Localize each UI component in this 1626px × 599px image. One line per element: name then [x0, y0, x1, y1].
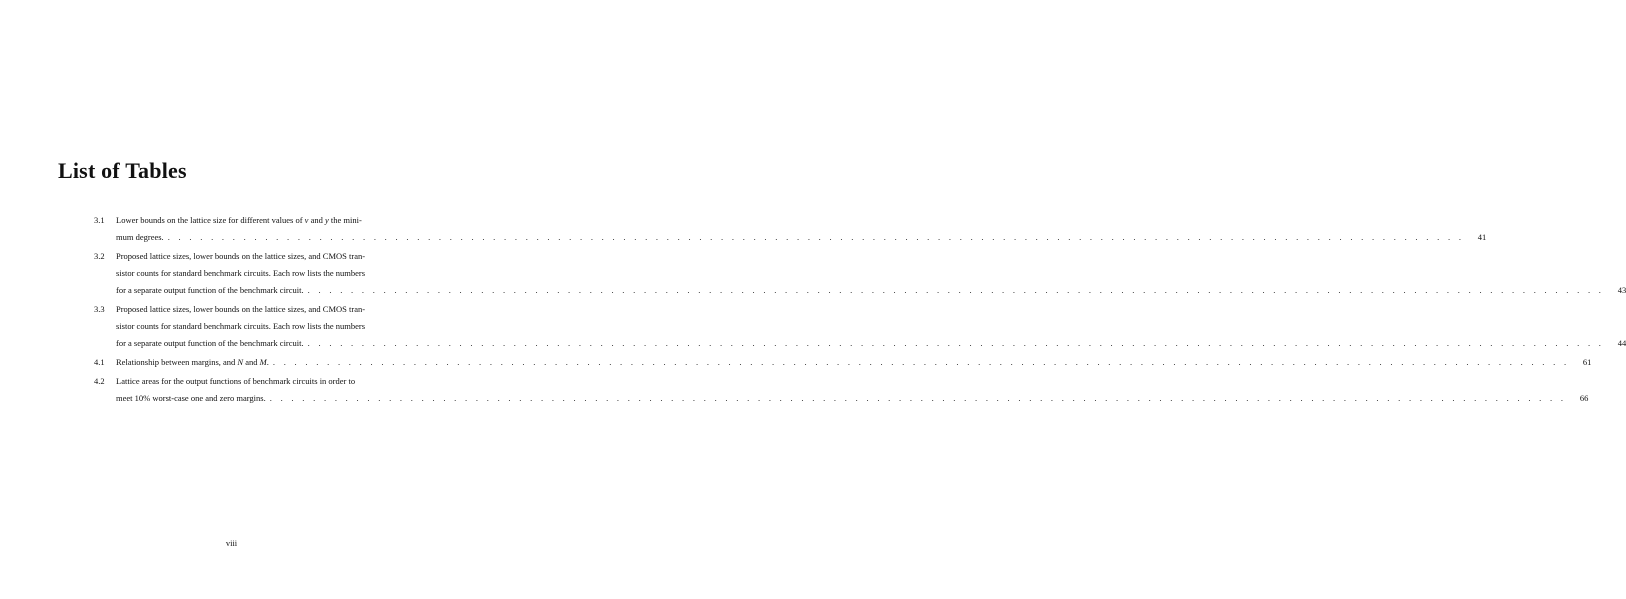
page-reference: 41 [1477, 232, 1487, 242]
page-title: List of Tables [58, 158, 187, 183]
page-reference: 66 [1579, 393, 1589, 403]
caption-line [116, 318, 406, 335]
caption-text: sistor counts for standard benchmark circuits. Each row lists the numbers [116, 268, 366, 278]
page-reference: 43 [1617, 285, 1626, 295]
caption-line [116, 265, 406, 282]
caption-line [116, 373, 406, 390]
caption-line [116, 301, 406, 318]
caption-line [116, 390, 1589, 407]
caption-line [116, 354, 1592, 371]
caption-text: Lattice areas for the output functions of benchmark circuits in order to [116, 376, 356, 386]
toc-entry [94, 301, 1626, 352]
page-reference: 44 [1617, 338, 1626, 348]
list-of-tables [94, 212, 1626, 409]
dot-leader: . . . . . . . . . . . . . . . . . . . . . . . . . . . . . . . . . . . . . . . . . . . . . . . . . . . . . . . . . . . . . . . . . . . . . . . . . . . . . . . . . . . . . . . . . . . . . . . . . . . . . . . . . . . . . . . . . . . . . . . . [272, 357, 1570, 367]
table-number: 3.3 [94, 304, 105, 314]
caption-text: Proposed lattice sizes, lower bounds on the lattice sizes, and CMOS tran- [116, 251, 366, 261]
dot-leader: . . . . . . . . . . . . . . . . . . . . . . . . . . . . . . . . . . . . . . . . . . . . . . . . . . . . . . . . . . . . . . . . . . . . . . . . . . . . . . . . . . . . . . . . . . . . . . . . . . . . . . . . . . . . . . . . . . . . . . . . [269, 393, 1567, 403]
caption-text: for a separate output function of the benchmark circuit. [116, 285, 304, 295]
page-reference: 61 [1582, 357, 1592, 367]
toc-entry [94, 354, 1592, 371]
dot-leader: . . . . . . . . . . . . . . . . . . . . . . . . . . . . . . . . . . . . . . . . . . . . . . . . . . . . . . . . . . . . . . . . . . . . . . . . . . . . . . . . . . . . . . . . . . . . . . . . . . . . . . . . . . . . . . . . . . . . . . . . [307, 285, 1605, 295]
table-number: 3.1 [94, 215, 105, 225]
caption-line [116, 335, 1626, 352]
table-number: 4.1 [94, 357, 105, 367]
caption-text: Relationship between margins, and N and M. [116, 357, 269, 367]
table-number: 3.2 [94, 251, 105, 261]
caption-line [116, 248, 406, 265]
dot-leader: . . . . . . . . . . . . . . . . . . . . . . . . . . . . . . . . . . . . . . . . . . . . . . . . . . . . . . . . . . . . . . . . . . . . . . . . . . . . . . . . . . . . . . . . . . . . . . . . . . . . . . . . . . . . . . . . . . . . . . . . [167, 232, 1465, 242]
toc-entry [94, 373, 1589, 407]
toc-entry [94, 248, 1626, 299]
caption-line [116, 229, 1487, 246]
toc-entry [94, 212, 1487, 246]
caption-text: mum degrees. [116, 232, 164, 242]
caption-text: Lower bounds on the lattice size for different values of v and y the mini- [116, 215, 362, 225]
table-number: 4.2 [94, 376, 105, 386]
caption-text: sistor counts for standard benchmark circuits. Each row lists the numbers [116, 321, 366, 331]
dot-leader: . . . . . . . . . . . . . . . . . . . . . . . . . . . . . . . . . . . . . . . . . . . . . . . . . . . . . . . . . . . . . . . . . . . . . . . . . . . . . . . . . . . . . . . . . . . . . . . . . . . . . . . . . . . . . . . . . . . . . . . . [307, 338, 1605, 348]
caption-line [116, 212, 406, 229]
page-number: viii [225, 538, 238, 548]
caption-text: Proposed lattice sizes, lower bounds on the lattice sizes, and CMOS tran- [116, 304, 366, 314]
caption-line [116, 282, 1626, 299]
caption-text: meet 10% worst-case one and zero margins. [116, 393, 266, 403]
caption-text: for a separate output function of the benchmark circuit. [116, 338, 304, 348]
